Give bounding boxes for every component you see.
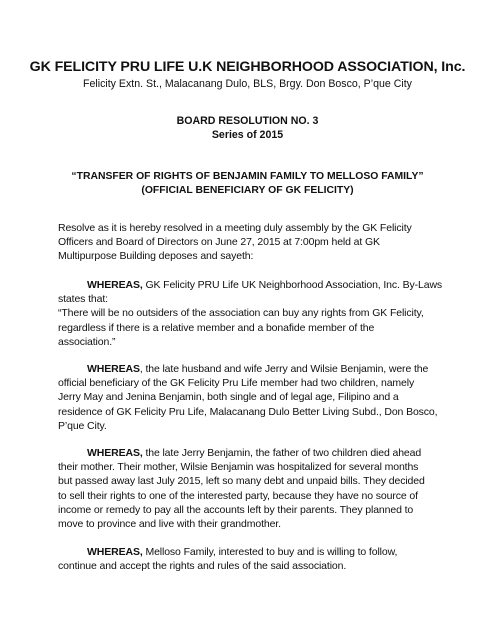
whereas-keyword: WHEREAS, (87, 279, 143, 291)
organization-address: Felicity Extn. St., Malacanang Dulo, BLS, Brgy. Don Bosco, P’que City (83, 78, 412, 90)
whereas-first-line (58, 278, 470, 292)
whereas-text: , the late husband and wife Jerry and Wilsie Benjamin, were the (139, 363, 429, 375)
whereas-text: the late Jerry Benjamin, the father of two children died ahead (142, 447, 422, 459)
intro-line: Multipurpose Building deposes and sayeth: (58, 250, 254, 263)
whereas-paragraph-2 (58, 362, 470, 433)
resolution-title: “TRANSFER OF RIGHTS OF BENJAMIN FAMILY TO MELLOSO FAMILY” (71, 171, 424, 182)
paragraph-line: official beneficiary of the GK Felicity Pru Life member had two children, namely (58, 377, 415, 390)
intro-line: Resolve as it is hereby resolved in a meeting duly assembly by the GK Felicity (58, 222, 412, 234)
paragraph-line: but passed away last July 2015, left so many debt and unpaid bills. They decided (58, 475, 425, 488)
whereas-text: GK Felicity PRU Life UK Neighborhood Association, Inc. By-Laws (142, 279, 443, 291)
intro-paragraph (58, 221, 470, 264)
paragraph-line: continue and accept the rights and rules of the said association. (58, 560, 347, 573)
paragraph-line: states that: (58, 293, 108, 306)
whereas-paragraph-3 (58, 446, 470, 531)
resolution-subtitle: (OFFICIAL BENEFICIARY OF GK FELICITY) (141, 185, 354, 196)
paragraph-line: association.” (58, 335, 116, 348)
whereas-text: Melloso Family, interested to buy and is willing to follow, (142, 546, 398, 558)
paragraph-line: their mother. Their mother, Wilsie Benjamin was hospitalized for several months (58, 461, 419, 474)
intro-line: Officers and Board of Directors on June 27, 2015 at 7:00pm held at GK (58, 236, 380, 249)
paragraph-line: “There will be no outsiders of the association can buy any rights from GK Felicity, (58, 307, 424, 320)
whereas-paragraph-4 (58, 545, 470, 573)
whereas-keyword: WHEREAS, (87, 447, 143, 459)
whereas-first-line (58, 446, 470, 460)
paragraph-line: Jerry May and Jenina Benjamin, both single and of legal age, Filipino and a (58, 391, 399, 404)
whereas-first-line (58, 362, 470, 376)
whereas-paragraph-1 (58, 278, 470, 349)
whereas-keyword: WHEREAS, (87, 546, 143, 558)
paragraph-line: move to province and live with their grandmother. (58, 518, 281, 531)
paragraph-line: regardless if there is a relative member and a bonafide member of the (58, 321, 375, 334)
organization-name: GK FELICITY PRU LIFE U.K NEIGHBORHOOD ASSOCIATION, Inc. (29, 59, 466, 75)
paragraph-line: P’que City. (58, 419, 107, 432)
resolution-series: Series of 2015 (211, 129, 284, 141)
paragraph-line: residence of GK Felicity Pru Life, Malacanang Dulo Better Living Subd., Don Bosco, (58, 405, 438, 418)
whereas-keyword: WHEREAS (87, 363, 140, 375)
paragraph-line: to sell their rights to one of the interested party, because they have no source of (58, 489, 418, 502)
paragraph-line: income or remedy to pay all the accounts left by their parents. They planned to (58, 503, 414, 516)
whereas-first-line (58, 545, 470, 559)
resolution-number: BOARD RESOLUTION NO. 3 (176, 115, 319, 127)
